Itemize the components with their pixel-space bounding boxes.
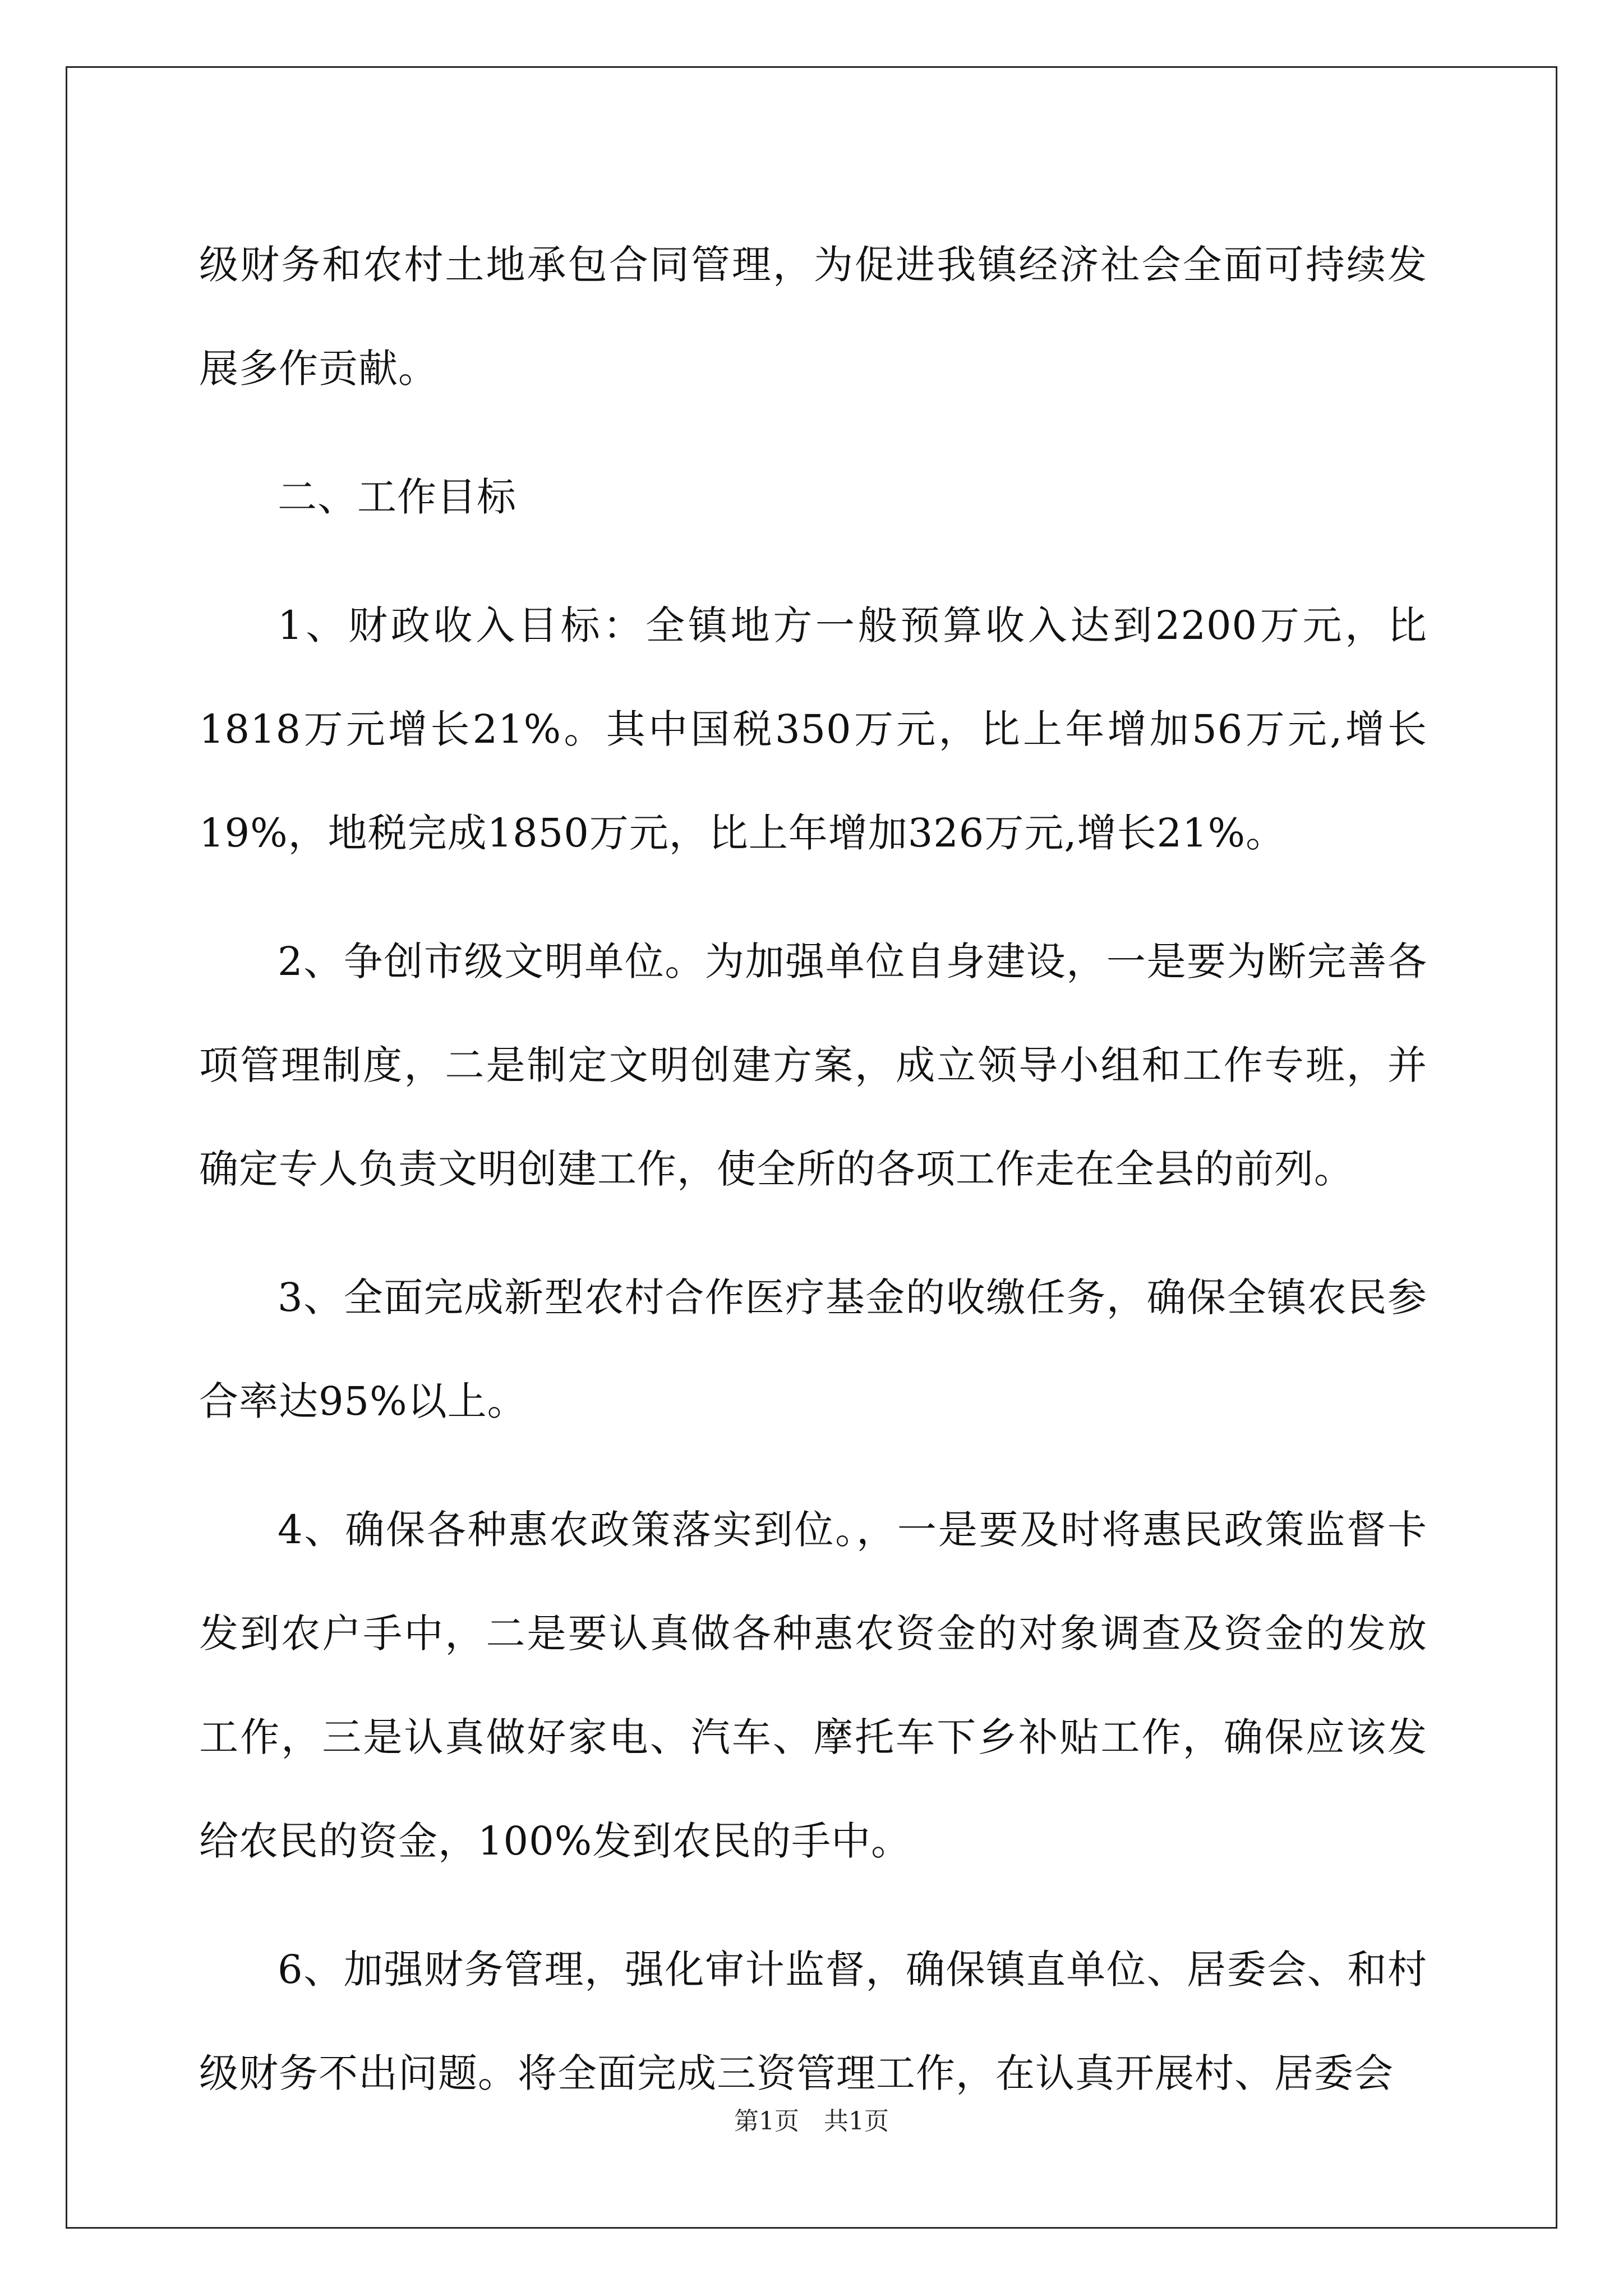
paragraph-goal-6: 6、加强财务管理，强化审计监督，确保镇直单位、居委会、和村级财务不出问题。将全面完成三资管理工作，在认真开展村、居委会 xyxy=(199,1947,1427,2096)
document-body xyxy=(199,213,1427,2150)
paragraph-goal-2: 2、争创市级文明单位。为加强单位自身建设，一是要为断完善各项管理制度，二是制定文明创建方案，成立领导小组和工作专班，并确定专人负责文明创建工作，使全所的各项工作走在全县的前列。 xyxy=(199,938,1427,1192)
paragraph-goal-1: 1、财政收入目标：全镇地方一般预算收入达到2200万元，比1818万元增长21%。其中国税350万元，比上年增加56万元,增长19%，地税完成1850万元，比上年增加326万元,增长21%。 xyxy=(199,602,1427,856)
section-heading-work-goals: 二、工作目标 xyxy=(278,474,517,520)
paragraph-goal-4: 4、确保各种惠农政策落实到位。，一是要及时将惠民政策监督卡发到农户手中，二是要认真做各种惠农资金的对象调查及资金的发放工作，三是认真做好家电、汽车、摩托车下乡补贴工作，确保应该发给农民的资金，100%发到农民的手中。 xyxy=(199,1507,1427,1864)
paragraph-continuation: 级财务和农村土地承包合同管理，为促进我镇经济社会全面可持续发展多作贡献。 xyxy=(199,242,1427,392)
page-number-footer: 第1页 共1页 xyxy=(734,2107,889,2136)
paragraph-goal-3: 3、全面完成新型农村合作医疗基金的收缴任务，确保全镇农民参合率达95%以上。 xyxy=(199,1274,1427,1424)
